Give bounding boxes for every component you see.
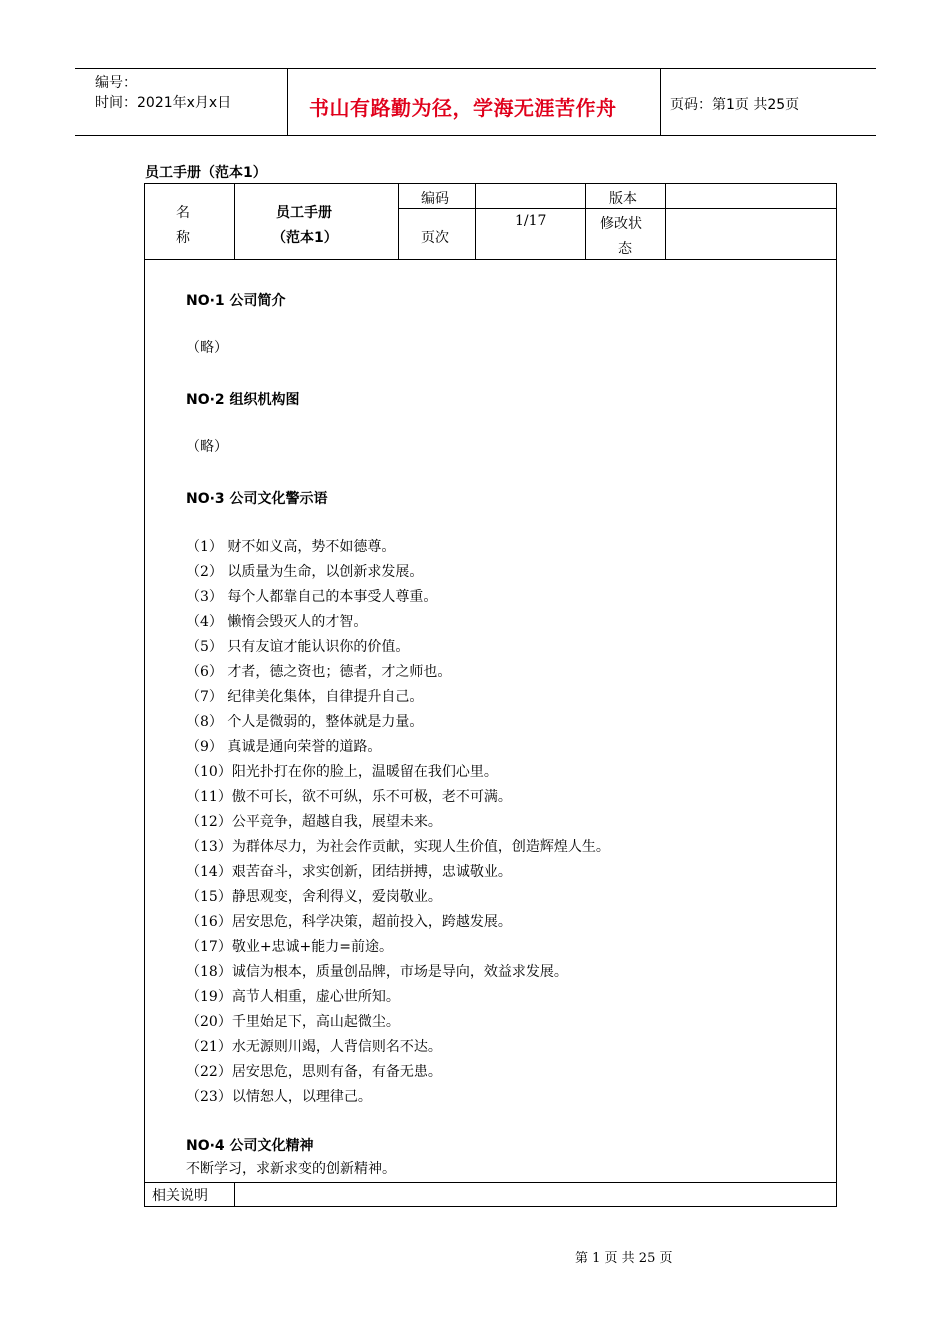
info-row-divider — [398, 208, 837, 209]
section-title-4: NO·4 公司文化精神 — [186, 1138, 314, 1154]
header-motto: 书山有路勤为径，学海无涯苦作舟 — [309, 96, 617, 120]
header-top-rule — [75, 68, 876, 69]
header-code-label: 编号： — [95, 75, 137, 91]
version-label: 版本 — [609, 191, 637, 207]
motto-item: （17）敬业+忠诚+能力=前途。 — [186, 939, 394, 955]
revision-label-line2: 态 — [618, 241, 632, 257]
motto-item: （1） 财不如义高，势不如德尊。 — [186, 539, 396, 555]
motto-item: （21）水无源则川竭，人背信则名不达。 — [186, 1039, 442, 1055]
footer-row-top — [144, 1182, 837, 1183]
motto-item: （9） 真诚是通向荣誉的道路。 — [186, 739, 382, 755]
motto-item: （19）高节人相重，虚心世所知。 — [186, 989, 400, 1005]
motto-item: （8） 个人是微弱的，整体就是力量。 — [186, 714, 424, 730]
section-content-4: 不断学习，求新求变的创新精神。 — [186, 1161, 396, 1177]
header-divider-right — [660, 68, 661, 136]
info-col-3 — [475, 183, 476, 260]
page-label: 页次 — [421, 230, 449, 246]
header-bottom-rule — [75, 135, 876, 136]
motto-item: （11）傲不可长，欲不可纵，乐不可极，老不可满。 — [186, 789, 512, 805]
doc-title: 员工手册（范本1） — [145, 165, 267, 181]
section-title-1: NO·1 公司简介 — [186, 293, 286, 309]
motto-item: （13）为群体尽力，为社会作贡献，实现人生价值，创造辉煌人生。 — [186, 839, 610, 855]
motto-item: （23）以情恕人，以理律己。 — [186, 1089, 372, 1105]
section-content-2: （略） — [186, 439, 228, 455]
info-col-5 — [665, 183, 666, 260]
motto-item: （4） 懒惰会毁灭人的才智。 — [186, 614, 368, 630]
motto-item: （22）居安思危，思则有备，有备无患。 — [186, 1064, 442, 1080]
info-col-1 — [234, 183, 235, 260]
section-title-2: NO·2 组织机构图 — [186, 392, 300, 408]
header-time-label: 时间：2021年x月x日 — [95, 95, 232, 111]
name-value-line2: （范本1） — [272, 230, 338, 246]
motto-item: （5） 只有友谊才能认识你的价值。 — [186, 639, 410, 655]
motto-item: （18）诚信为根本，质量创品牌，市场是导向，效益求发展。 — [186, 964, 568, 980]
motto-item: （12）公平竞争，超越自我，展望未来。 — [186, 814, 442, 830]
header-divider-left — [287, 68, 288, 136]
footer-row-divider — [234, 1182, 235, 1207]
info-col-2 — [398, 183, 399, 260]
info-table-bottom — [144, 259, 837, 260]
motto-item: （7） 纪律美化集体，自律提升自己。 — [186, 689, 424, 705]
motto-item: （6） 才者，德之资也；德者，才之师也。 — [186, 664, 452, 680]
info-col-4 — [585, 183, 586, 260]
header-page-label: 页码：第1页 共25页 — [670, 97, 800, 113]
name-value-line1: 员工手册 — [276, 205, 332, 221]
motto-item: （2） 以质量为生命，以创新求发展。 — [186, 564, 424, 580]
name-label-line1: 名 — [176, 205, 190, 221]
revision-label-line1: 修改状 — [600, 216, 642, 232]
section-content-1: （略） — [186, 340, 228, 356]
motto-item: （10）阳光扑打在你的脸上，温暖留在我们心里。 — [186, 764, 498, 780]
page-footer: 第 1 页 共 25 页 — [575, 1251, 673, 1266]
related-notes-label: 相关说明 — [152, 1188, 208, 1204]
motto-item: （3） 每个人都靠自己的本事受人尊重。 — [186, 589, 438, 605]
motto-item: （20）千里始足下，高山起微尘。 — [186, 1014, 400, 1030]
name-label-line2: 称 — [176, 230, 190, 246]
motto-item: （14）艰苦奋斗，求实创新，团结拼搏，忠诚敬业。 — [186, 864, 512, 880]
motto-item: （16）居安思危，科学决策，超前投入，跨越发展。 — [186, 914, 512, 930]
section-title-3: NO·3 公司文化警示语 — [186, 491, 328, 507]
motto-item: （15）静思观变，舍利得义，爱岗敬业。 — [186, 889, 442, 905]
page-value: 1/17 — [515, 213, 547, 229]
code-label: 编码 — [421, 191, 449, 207]
motto-list — [186, 535, 610, 1110]
